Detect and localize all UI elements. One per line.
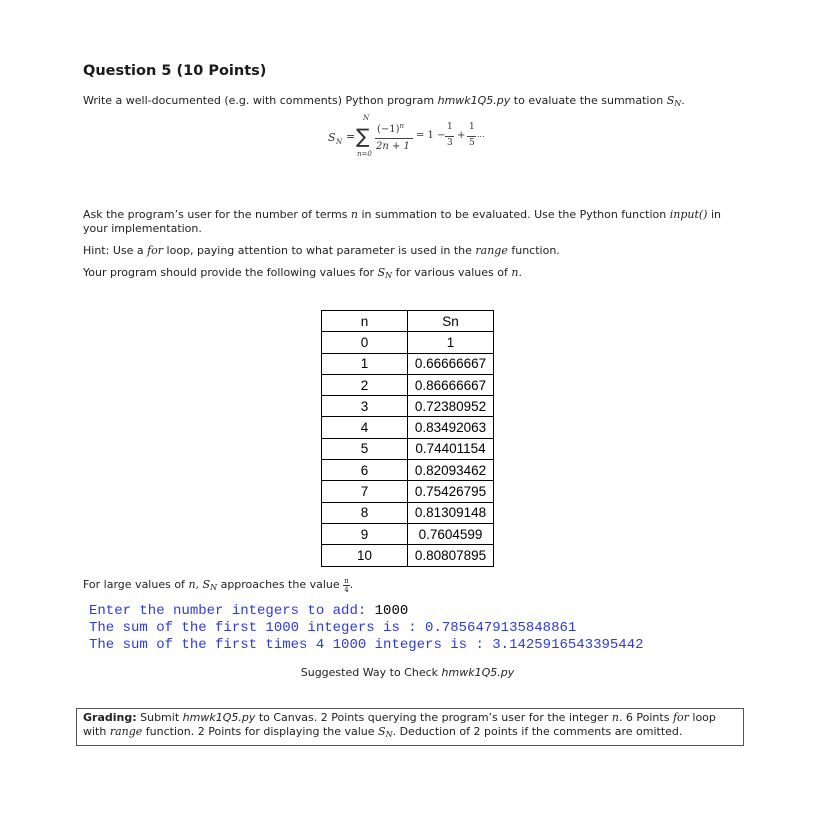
n-cell: 6 — [322, 460, 408, 481]
sn-cell: 0.83492063 — [408, 417, 494, 438]
n-cell: 1 — [322, 353, 408, 374]
figure-caption: Suggested Way to Check hmwk1Q5.py — [300, 666, 515, 679]
ask-paragraph: Ask the program’s user for the number of terms n in summation to be evaluated. Use the Python function input() in your implementation. — [83, 208, 721, 235]
sn-cell: 0.72380952 — [408, 396, 494, 417]
table-row — [322, 460, 494, 481]
large-values-paragraph: For large values of n, $S_N$ approaches the value $\frac{\pi}{4}$. — [83, 577, 354, 594]
summation-formula: S N = N ∑ n=0 $(-1)^n$ 2n + 1 = 1 − 1 3 + 1 5 ... — [328, 114, 485, 158]
table-row — [322, 502, 494, 523]
console-input-value: 1000 — [374, 603, 409, 619]
n-cell: 4 — [322, 417, 408, 438]
hint-paragraph: Hint: Use a for loop, paying attention to what parameter is used in the range function. — [83, 244, 560, 257]
table-row — [322, 353, 494, 374]
console-line-times4: The sum of the first times 4 1000 integers is : 3.1425916543395442 — [89, 637, 644, 653]
table-row — [322, 332, 494, 353]
n-cell: 5 — [322, 438, 408, 459]
table-row — [322, 523, 494, 544]
values-intro-paragraph: Your program should provide the following values for $S_N$ for various values of n. — [83, 266, 522, 280]
console-prompt: Enter the number integers to add: — [89, 603, 375, 619]
n-cell: 8 — [322, 502, 408, 523]
sn-cell: 0.7604599 — [408, 523, 494, 544]
n-cell: 2 — [322, 374, 408, 395]
sn-cell: 0.66666667 — [408, 353, 494, 374]
intro-paragraph: Write a well-documented (e.g. with comments) Python program hmwk1Q5.py to evaluate the summation $S_N$. — [83, 94, 685, 108]
n-cell: 3 — [322, 396, 408, 417]
sn-cell: 0.81309148 — [408, 502, 494, 523]
sn-cell: 0.80807895 — [408, 545, 494, 566]
sn-cell: 0.86666667 — [408, 374, 494, 395]
table-row — [322, 417, 494, 438]
question-title: Question 5 (10 Points) — [83, 63, 267, 79]
column-header-sn: Sn — [408, 311, 494, 332]
column-header-n: n — [322, 311, 408, 332]
grading-box: Grading: Submit hmwk1Q5.py to Canvas. 2 Points querying the program’s user for the integer n. 6 Points for loop with range function. 2 Points for displaying the value $S_N$. Deduction of 2 points if the comments are omitted. — [76, 708, 744, 746]
table-row — [322, 374, 494, 395]
table-row — [322, 396, 494, 417]
console-line-sum: The sum of the first 1000 integers is : 0.7856479135848861 — [89, 620, 577, 636]
sn-cell: 0.75426795 — [408, 481, 494, 502]
n-cell: 10 — [322, 545, 408, 566]
table-row — [322, 481, 494, 502]
n-cell: 0 — [322, 332, 408, 353]
n-cell: 7 — [322, 481, 408, 502]
sn-cell: 0.82093462 — [408, 460, 494, 481]
console-output — [89, 603, 644, 654]
n-cell: 9 — [322, 523, 408, 544]
table-row — [322, 438, 494, 459]
sn-cell: 1 — [408, 332, 494, 353]
table-header-row — [322, 311, 494, 332]
sn-values-table — [321, 310, 494, 567]
sn-cell: 0.74401154 — [408, 438, 494, 459]
table-row — [322, 545, 494, 566]
pi-over-four-fraction: $\frac{\pi}{4}$ — [344, 577, 349, 594]
